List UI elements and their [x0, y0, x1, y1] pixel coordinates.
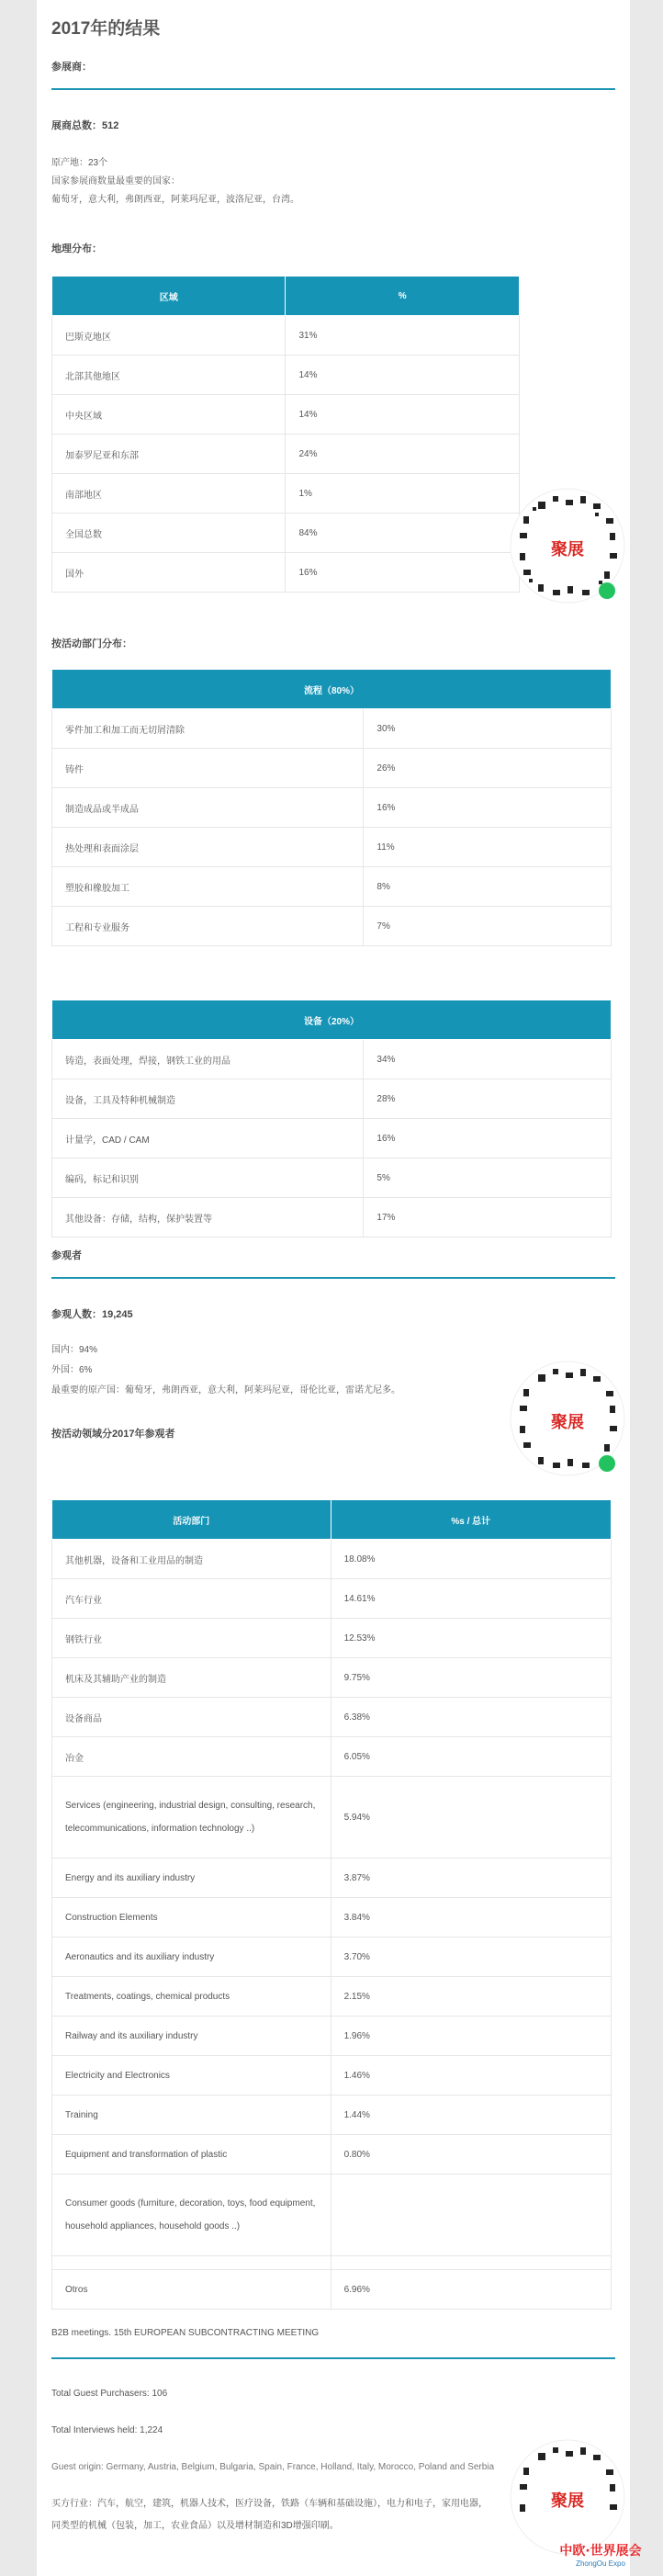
sector-cell: Treatments, coatings, chemical products	[52, 1977, 332, 2017]
category-cell: 零件加工和加工而无切屑清除	[52, 709, 364, 749]
process-table-header: 流程（80%）	[52, 670, 612, 709]
percent-cell: 18.08%	[331, 1540, 611, 1579]
footer-logo	[542, 2543, 659, 2574]
percent-cell: 3.84%	[331, 1898, 611, 1938]
table-row	[52, 1198, 612, 1237]
visitors-by-sector-heading: 按活动领域分2017年参观者	[51, 1429, 175, 1440]
section-divider	[51, 88, 615, 90]
b2b-guests: Total Guest Purchasers: 106	[51, 2389, 168, 2399]
table-row	[52, 709, 612, 749]
category-cell: 计量学，CAD / CAM	[52, 1119, 364, 1158]
percent-cell: 2.15%	[331, 1977, 611, 2017]
category-cell: 设备，工具及特种机械制造	[52, 1079, 364, 1119]
region-cell: 中央区域	[52, 395, 286, 435]
table-row	[52, 474, 520, 514]
percent-cell: 34%	[364, 1040, 612, 1079]
sector-cell: 钢铁行业	[52, 1619, 332, 1658]
equipment-table-header: 设备（20%）	[52, 1000, 612, 1040]
sector-cell: 冶金	[52, 1737, 332, 1777]
sector-cell: Training	[52, 2096, 332, 2135]
b2b-buyers-line1: 买方行业：汽车，航空，建筑，机器人技术，医疗设备，铁路（车辆和基础设施），电力和电子，家用电器，	[51, 2499, 488, 2509]
qr-brand-logo: 聚展	[551, 2491, 584, 2511]
exhibitors-total: 展商总数：512	[51, 120, 119, 131]
table-row	[52, 2256, 612, 2270]
visitors-total: 参观人数：19,245	[51, 1309, 133, 1320]
countries-label: 国家参展商数量最重要的国家：	[51, 176, 180, 186]
geo-header-percent: %	[286, 277, 520, 316]
table-row	[52, 435, 520, 474]
table-row	[52, 2270, 612, 2310]
percent-cell: 1.96%	[331, 2017, 611, 2056]
percent-cell: 16%	[364, 1119, 612, 1158]
visitors-foreign: 外国：6%	[51, 1365, 93, 1375]
sector-cell: Otros	[52, 2270, 332, 2310]
sector-heading: 按活动部门分布：	[51, 638, 132, 650]
percent-cell: 26%	[364, 749, 612, 788]
region-cell: 南部地区	[52, 474, 286, 514]
section-divider	[51, 1277, 615, 1279]
table-row	[52, 316, 520, 356]
percent-cell: 84%	[286, 514, 520, 553]
percent-cell: 17%	[364, 1198, 612, 1237]
visitors-domestic: 国内：94%	[51, 1345, 98, 1355]
percent-cell	[331, 2256, 611, 2270]
percent-cell: 6.38%	[331, 1698, 611, 1737]
b2b-interviews: Total Interviews held: 1,224	[51, 2425, 163, 2435]
table-row	[52, 1119, 612, 1158]
sector-cell: Consumer goods (furniture, decoration, toys, food equipment, household appliances, household goods ..)	[52, 2175, 332, 2256]
category-cell: 其他设备：存储，结构，保护装置等	[52, 1198, 364, 1237]
table-row	[52, 553, 520, 593]
page-title: 2017年的结果	[51, 19, 161, 39]
sector-cell: 机床及其辅助产业的制造	[52, 1658, 332, 1698]
table-row	[52, 2175, 612, 2256]
percent-cell: 0.80%	[331, 2135, 611, 2175]
percent-cell: 1%	[286, 474, 520, 514]
table-row	[52, 1079, 612, 1119]
table-row	[52, 867, 612, 907]
table-row	[52, 2056, 612, 2096]
chat-badge-icon	[599, 582, 615, 599]
qr-brand-logo: 聚展	[551, 540, 584, 559]
table-row	[52, 1977, 612, 2017]
geo-header-region: 区域	[52, 277, 286, 316]
region-cell: 全国总数	[52, 514, 286, 553]
percent-cell: 1.44%	[331, 2096, 611, 2135]
sector-cell: 汽车行业	[52, 1579, 332, 1619]
process-table	[51, 669, 612, 946]
table-row	[52, 1777, 612, 1859]
table-row	[52, 1658, 612, 1698]
countries-list: 葡萄牙，意大利，弗朗西亚，阿莱玛尼亚，波洛尼亚，台湾。	[51, 195, 299, 205]
category-cell: 塑胶和橡胶加工	[52, 867, 364, 907]
table-row	[52, 828, 612, 867]
table-row	[52, 1579, 612, 1619]
percent-cell: 30%	[364, 709, 612, 749]
category-cell: 铸件	[52, 749, 364, 788]
percent-cell: 1.46%	[331, 2056, 611, 2096]
geo-heading: 地理分布：	[51, 243, 102, 254]
percent-cell: 11%	[364, 828, 612, 867]
qr-brand-logo: 聚展	[551, 1413, 584, 1432]
sector-cell: Railway and its auxiliary industry	[52, 2017, 332, 2056]
table-row	[52, 1698, 612, 1737]
percent-cell: 7%	[364, 907, 612, 946]
region-cell: 巴斯克地区	[52, 316, 286, 356]
visitors-origins: 最重要的原产国：葡萄牙，弗朗西亚，意大利，阿莱玛尼亚，哥伦比亚，雷诺尤尼多。	[51, 1385, 400, 1395]
category-cell: 热处理和表面涂层	[52, 828, 364, 867]
percent-cell: 14%	[286, 356, 520, 395]
percent-cell: 3.87%	[331, 1859, 611, 1898]
table-row	[52, 907, 612, 946]
table-row	[52, 1859, 612, 1898]
b2b-origin: Guest origin: Germany, Austria, Belgium, Bulgaria, Spain, France, Holland, Italy, Morocco, Poland and Serbia	[51, 2462, 495, 2472]
sector-cell: Equipment and transformation of plastic	[52, 2135, 332, 2175]
section-divider	[51, 2357, 615, 2359]
percent-cell: 24%	[286, 435, 520, 474]
category-cell: 工程和专业服务	[52, 907, 364, 946]
sector-cell: Services (engineering, industrial design, consulting, research, telecommunications, information technology ..)	[52, 1777, 332, 1859]
percent-cell: 16%	[286, 553, 520, 593]
visitors-heading: 参观者	[51, 1250, 82, 1261]
percent-cell: 5%	[364, 1158, 612, 1198]
table-row	[52, 749, 612, 788]
sector-cell	[52, 2256, 332, 2270]
category-cell: 制造成品或半成品	[52, 788, 364, 828]
content-page	[37, 0, 630, 2576]
visitors-header-sector: 活动部门	[52, 1500, 332, 1540]
sector-cell: Electricity and Electronics	[52, 2056, 332, 2096]
geo-table	[51, 276, 520, 593]
percent-cell: 3.70%	[331, 1938, 611, 1977]
region-cell: 国外	[52, 553, 286, 593]
table-row	[52, 788, 612, 828]
table-row	[52, 1040, 612, 1079]
visitors-header-percent: %s / 总计	[331, 1500, 611, 1540]
table-row	[52, 1619, 612, 1658]
category-cell: 铸造，表面处理，焊接，钢铁工业的用品	[52, 1040, 364, 1079]
chat-badge-icon	[599, 1455, 615, 1472]
footer-brand-sub: ZhongOu Expo	[576, 2559, 625, 2568]
sector-cell: 其他机器，设备和工业用品的制造	[52, 1540, 332, 1579]
percent-cell: 31%	[286, 316, 520, 356]
table-row	[52, 2096, 612, 2135]
sector-cell: Aeronautics and its auxiliary industry	[52, 1938, 332, 1977]
category-cell: 编码，标记和识别	[52, 1158, 364, 1198]
table-row	[52, 1737, 612, 1777]
footer-brand: 中欧·世界展会	[559, 2544, 642, 2559]
table-row	[52, 1540, 612, 1579]
percent-cell: 6.96%	[331, 2270, 611, 2310]
visitors-table	[51, 1499, 612, 2310]
table-row	[52, 2135, 612, 2175]
percent-cell: 8%	[364, 867, 612, 907]
equipment-table	[51, 1000, 612, 1237]
b2b-heading: B2B meetings. 15th EUROPEAN SUBCONTRACTING MEETING	[51, 2328, 320, 2338]
table-row	[52, 1938, 612, 1977]
table-row	[52, 1158, 612, 1198]
percent-cell: 9.75%	[331, 1658, 611, 1698]
percent-cell: 6.05%	[331, 1737, 611, 1777]
percent-cell: 5.94%	[331, 1777, 611, 1859]
percent-cell: 14.61%	[331, 1579, 611, 1619]
table-row	[52, 356, 520, 395]
table-row	[52, 1898, 612, 1938]
exhibitors-heading: 参展商：	[51, 62, 92, 73]
b2b-buyers-line2: 同类型的机械（包装，加工，农业食品）以及增材制造和3D增强印刷。	[51, 2521, 339, 2531]
sector-cell: Energy and its auxiliary industry	[52, 1859, 332, 1898]
sector-cell: 设备商品	[52, 1698, 332, 1737]
percent-cell	[331, 2175, 611, 2256]
table-row	[52, 2017, 612, 2056]
region-cell: 北部其他地区	[52, 356, 286, 395]
table-row	[52, 395, 520, 435]
percent-cell: 12.53%	[331, 1619, 611, 1658]
sector-cell: Construction Elements	[52, 1898, 332, 1938]
origin-count: 原产地：23个	[51, 158, 108, 168]
percent-cell: 16%	[364, 788, 612, 828]
percent-cell: 14%	[286, 395, 520, 435]
region-cell: 加泰罗尼亚和东部	[52, 435, 286, 474]
table-row	[52, 514, 520, 553]
percent-cell: 28%	[364, 1079, 612, 1119]
